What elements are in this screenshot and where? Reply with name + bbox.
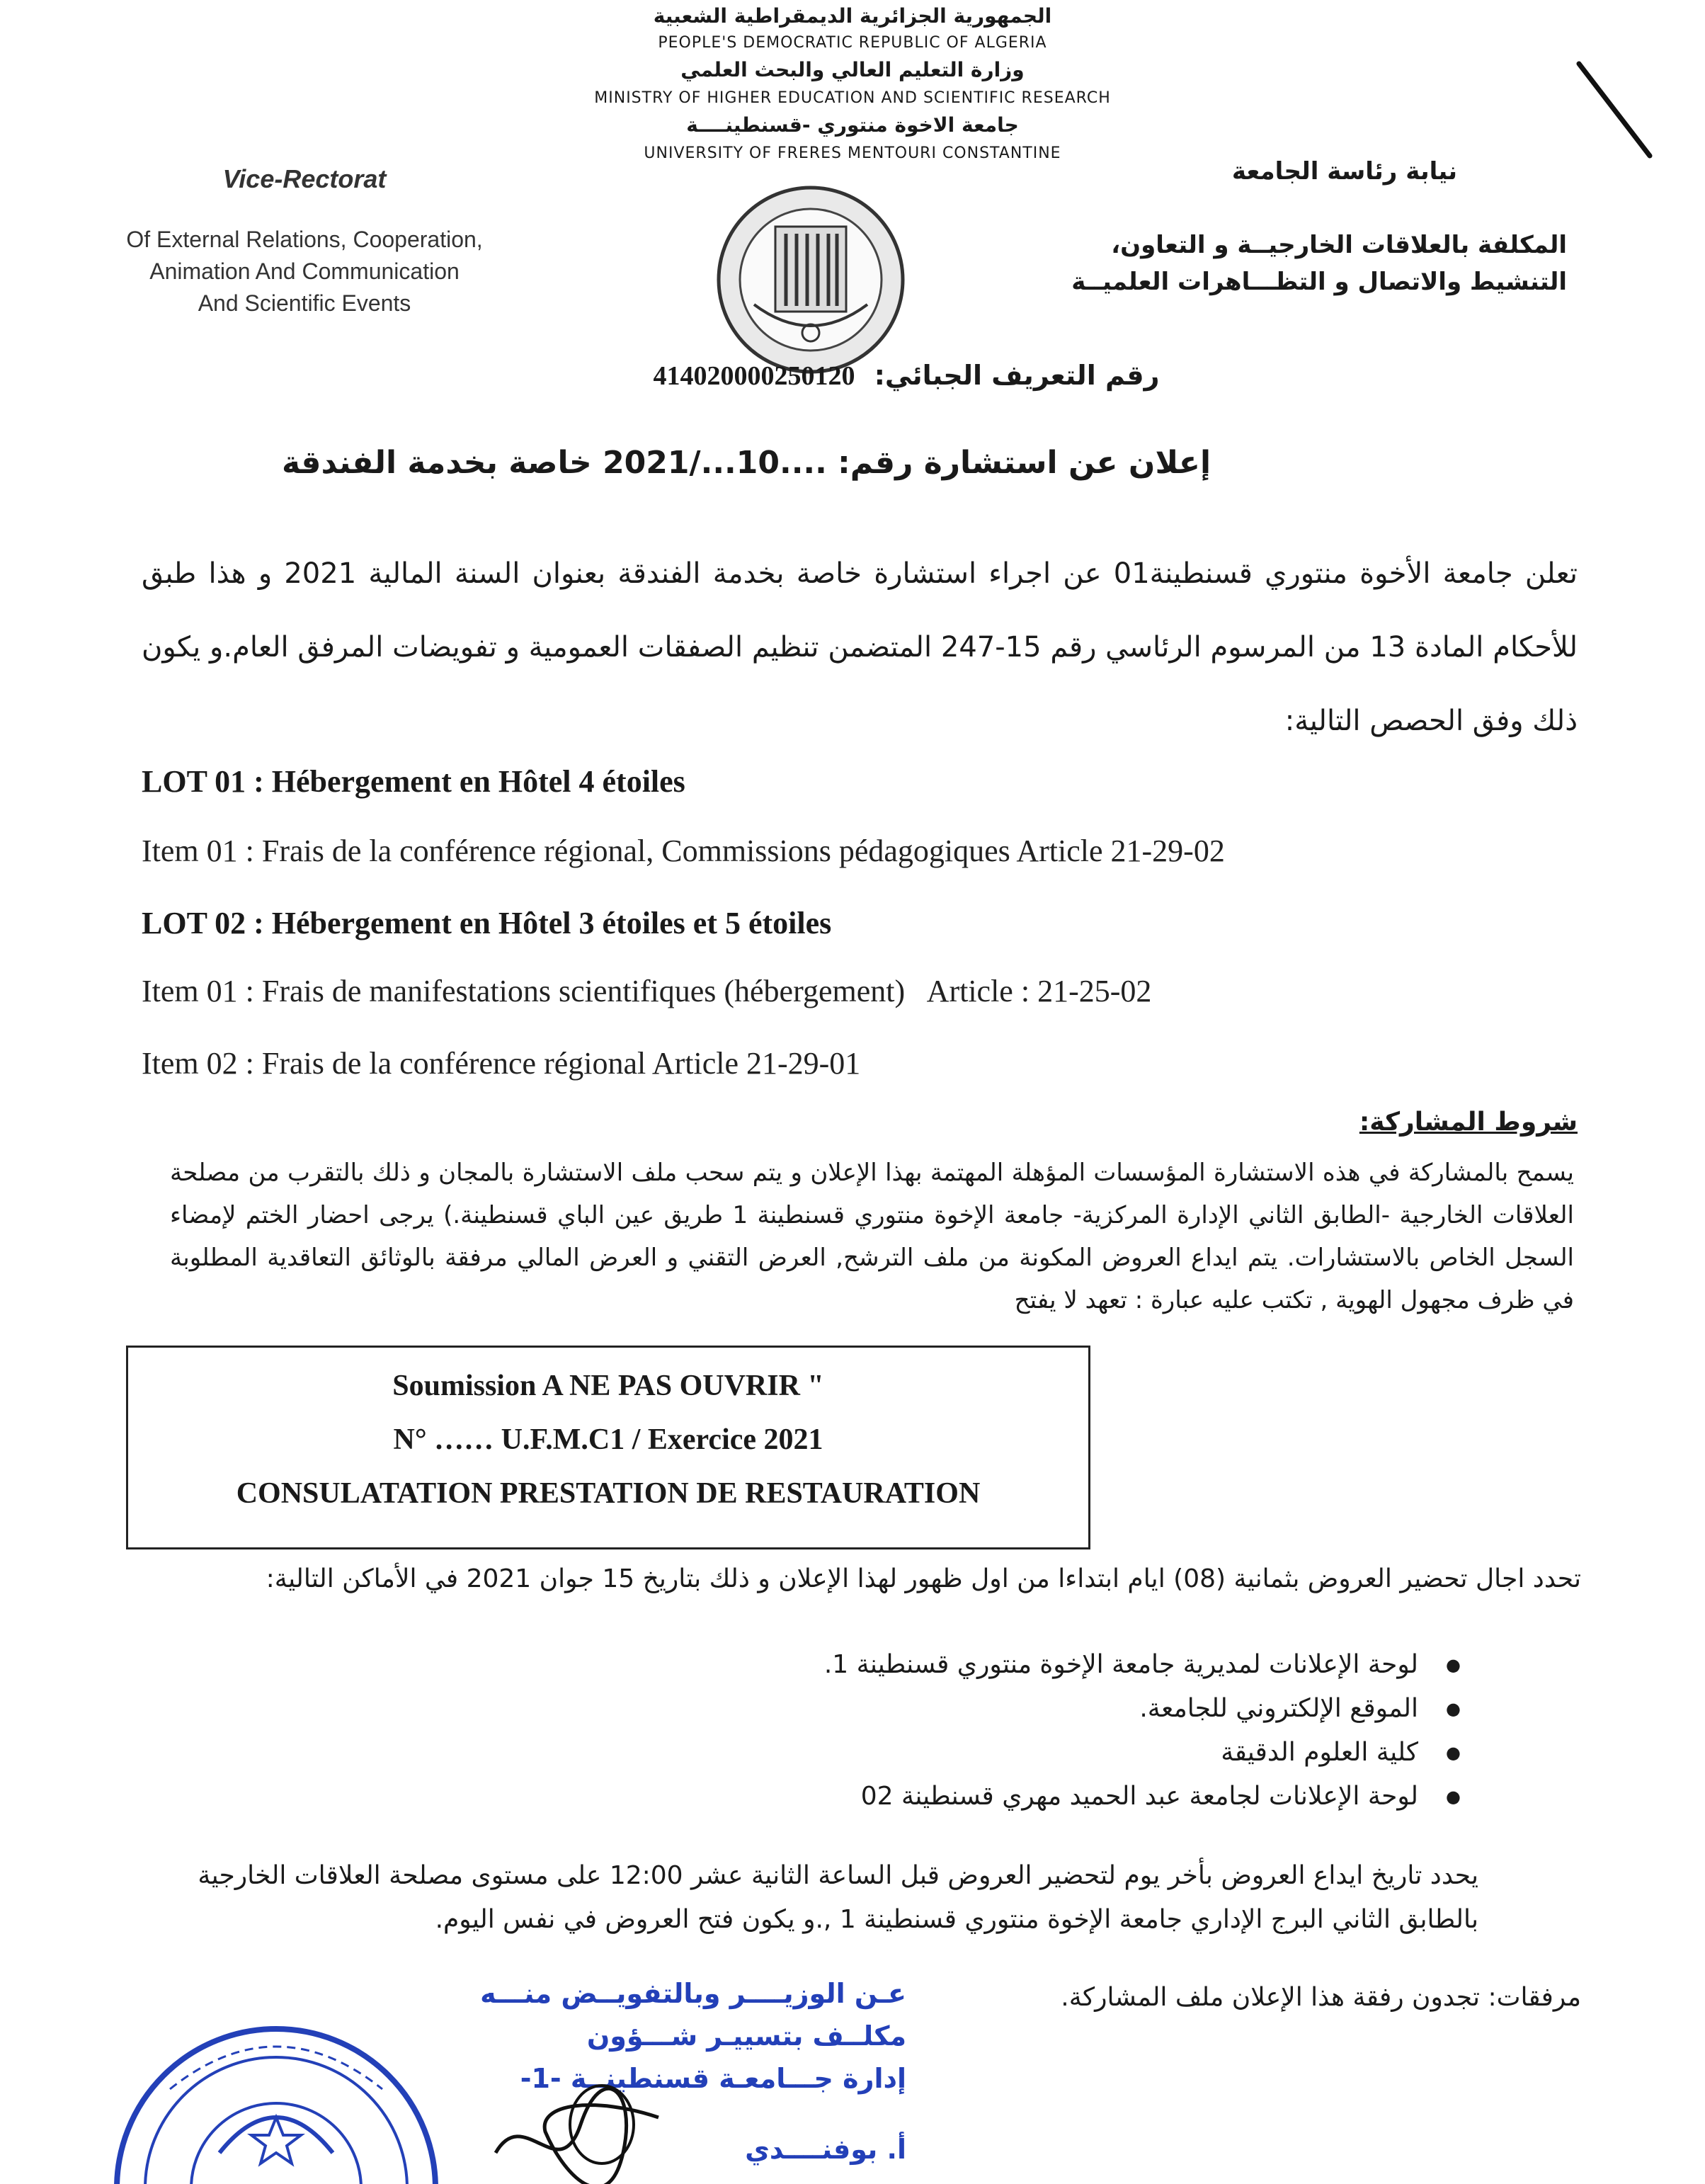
vice-presidency-description	[1071, 227, 1567, 300]
nr-line-1: المكلفة بالعلاقات الخارجيــة و التعاون،	[1111, 231, 1567, 259]
list-item: ● الموقع الإلكتروني للجامعة.	[824, 1687, 1461, 1731]
tax-id-label: رقم التعريف الجبائي:	[874, 360, 1160, 391]
signature-line-1: عـن الوزيــــر وبالتفويــض منـــه	[480, 1978, 906, 2009]
envelope-inscription-box	[126, 1346, 1090, 1549]
nr-line-2: التنشيط والاتصال و التظـــاهرات العلميــة	[1071, 268, 1567, 296]
attachments-text: مرفقات: تجدون رفقة هذا الإعلان ملف المشاركة.	[1061, 1983, 1581, 2012]
intro-paragraph: تعلن جامعة الأخوة منتوري قسنطينة01 عن اجراء استشارة خاصة بخدمة الفندقة بعنوان السنة المالية 2021 و هذا طبق للأحكام المادة 13 من المرسوم الرئاسي رقم 15-247 المتضمن تنظيم الصفقات العمومية و تفويضات المرفق العام.و يكون ذلك وفق الحصص التالية:	[142, 557, 1578, 737]
lot-02-item-02: Item 02 : Frais de la conférence régional Article 21-29-01	[142, 1046, 861, 1081]
lot-01-item-01: Item 01 : Frais de la conférence régional, Commissions pédagogiques Article 21-29-02	[142, 834, 1225, 868]
signature-line-4: أ. بوفنــــدي	[745, 2134, 906, 2165]
signature-line-3: إدارة جـــامعـة قسنطينــة -1-	[520, 2063, 906, 2094]
vr-line-2: Animation And Communication	[149, 258, 460, 284]
university-seal-logo	[715, 184, 906, 375]
lot-02-item-01: Item 01 : Frais de manifestations scientifiques (hébergement) Article : 21-25-02	[142, 974, 1152, 1008]
announcement-title: إعلان عن استشارة رقم: ....10.../2021 خاصة بخدمة الفندقة	[281, 445, 1211, 481]
university-ar: جامعة الاخوة منتوري -قسنطينــــة	[686, 113, 1019, 137]
vice-rectorat-description	[92, 224, 517, 319]
conditions-title: شروط المشاركة:	[1359, 1108, 1578, 1137]
handwritten-signature	[481, 2075, 694, 2184]
signature-line-2: مكلــف بتسييـر شـــؤون	[586, 2020, 906, 2052]
list-item: ● لوحة الإعلانات لمديرية جامعة الإخوة منتوري قسنطينة 1.	[824, 1643, 1461, 1687]
list-item: ● كلية العلوم الدقيقة	[824, 1731, 1461, 1775]
republic-ar: الجمهورية الجزائرية الديمقراطية الشعبية	[653, 4, 1052, 28]
tax-id-value: 414020000250120	[653, 361, 855, 391]
box-line-2: N° …… U.F.M.C1 / Exercice 2021	[393, 1423, 823, 1456]
conditions-text: يسمح بالمشاركة في هذه الاستشارة المؤسسات المؤهلة المهتمة بهذا الإعلان و يتم سحب ملف الاستشارة بالمجان و ذلك بالتقرب من مصلحة العلاقات الخارجية -الطابق الثاني الإدارة المركزية- جامعة الإخوة منتوري قسنطينة 1 طريق عين الباي قسنطينة.) يرجى احضار الختم لإمضاء السجل الخاص بالاستشارات. يتم ايداع العروض المكونة من ملف الترشح, العرض التقني و العرض المالي مرفقة بالوثائق التعاقدية المطلوبة في ظرف مجهول الهوية , تكتب عليه عبارة : تعهد لا يفتح	[170, 1159, 1574, 1314]
tax-id	[588, 360, 1225, 392]
vr-line-1: Of External Relations, Cooperation,	[126, 227, 483, 252]
deadline-text: تحدد اجال تحضير العروض بثمانية (08) ايام ابتداءا من اول ظهور لهذا الإعلان و ذلك بتاريخ 15 جوان 2021 في الأماكن التالية:	[266, 1564, 1581, 1593]
ministry-en: MINISTRY OF HIGHER EDUCATION AND SCIENTIFIC RESEARCH	[594, 89, 1111, 107]
lot-02-heading: LOT 02 : Hébergement en Hôtel 3 étoiles et 5 étoiles	[142, 906, 832, 940]
vice-presidency-title: نيابة رئاسة الجامعة	[1231, 157, 1457, 186]
ministry-ar: وزارة التعليم العالي والبحث العلمي	[680, 58, 1025, 81]
list-item: ● لوحة الإعلانات لجامعة عبد الحميد مهري قسنطينة 02	[824, 1775, 1461, 1819]
box-line-3: CONSULATATION PRESTATION DE RESTAURATION	[236, 1477, 981, 1510]
university-en: UNIVERSITY OF FRERES MENTOURI CONSTANTINE	[644, 144, 1061, 162]
deposit-text: يحدد تاريخ ايداع العروض بأخر يوم لتحضير العروض قبل الساعة الثانية عشر 12:00 على مستوى مصلحة العلاقات الخارجية بالطابق الثاني البرج الإداري جامعة الإخوة منتوري قسنطينة 1 ,.و يكون فتح العروض في نفس اليوم.	[198, 1861, 1478, 1934]
places-list	[824, 1643, 1461, 1819]
vice-rectorat-title: Vice-Rectorat	[222, 164, 387, 193]
box-line-1: Soumission A NE PAS OUVRIR "	[392, 1370, 824, 1402]
official-stamp	[113, 1976, 453, 2184]
vr-line-3: And Scientific Events	[198, 290, 411, 316]
republic-en: PEOPLE'S DEMOCRATIC REPUBLIC OF ALGERIA	[658, 34, 1047, 52]
lot-01-heading: LOT 01 : Hébergement en Hôtel 4 étoiles	[142, 764, 685, 799]
